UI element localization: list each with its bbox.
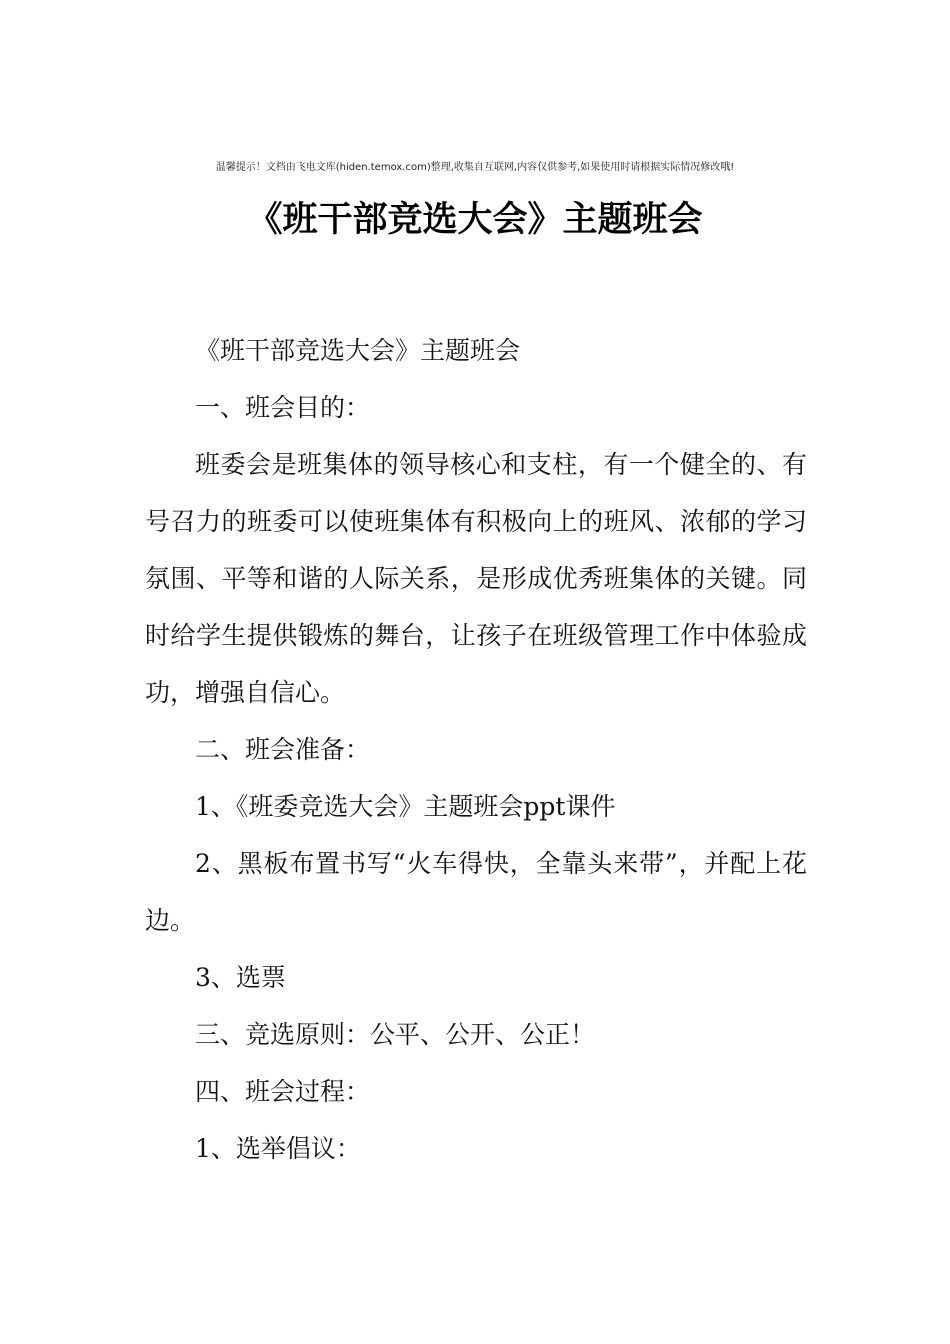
paragraph-subtitle: 《班干部竞选大会》主题班会: [195, 336, 521, 365]
list-item-process-1: 1、选举倡议：: [195, 1134, 361, 1163]
section-heading-principles: 三、竞选原则：公平、公开、公正！: [195, 1020, 596, 1049]
document-body: [145, 322, 807, 1177]
section-heading-preparation: 二、班会准备：: [195, 735, 371, 764]
header-notice: 温馨提示！文档由飞电文库(hiden.temox.com)整理,收集自互联网,内容仅供参考,如果使用时请根据实际情况修改哦!: [215, 162, 735, 173]
list-item-preparation-1: 1、《班委竞选大会》主题班会ppt课件: [195, 792, 616, 821]
list-item-preparation-3: 3、选票: [195, 963, 286, 992]
list-item-preparation-2: 2、黑板布置书写“火车得快，全靠头来带”，并配上花边。: [145, 849, 807, 935]
document-title: 《班干部竞选大会》主题班会: [247, 200, 703, 240]
section-heading-process: 四、班会过程：: [195, 1077, 371, 1106]
section-heading-purpose: 一、班会目的：: [195, 393, 371, 422]
paragraph-purpose: 班委会是班集体的领导核心和支柱，有一个健全的、有号召力的班委可以使班集体有积极向上的班风、浓郁的学习氛围、平等和谐的人际关系，是形成优秀班集体的关键。同时给学生提供锻炼的舞台，让孩子在班级管理工作中体验成功，增强自信心。: [145, 450, 807, 707]
